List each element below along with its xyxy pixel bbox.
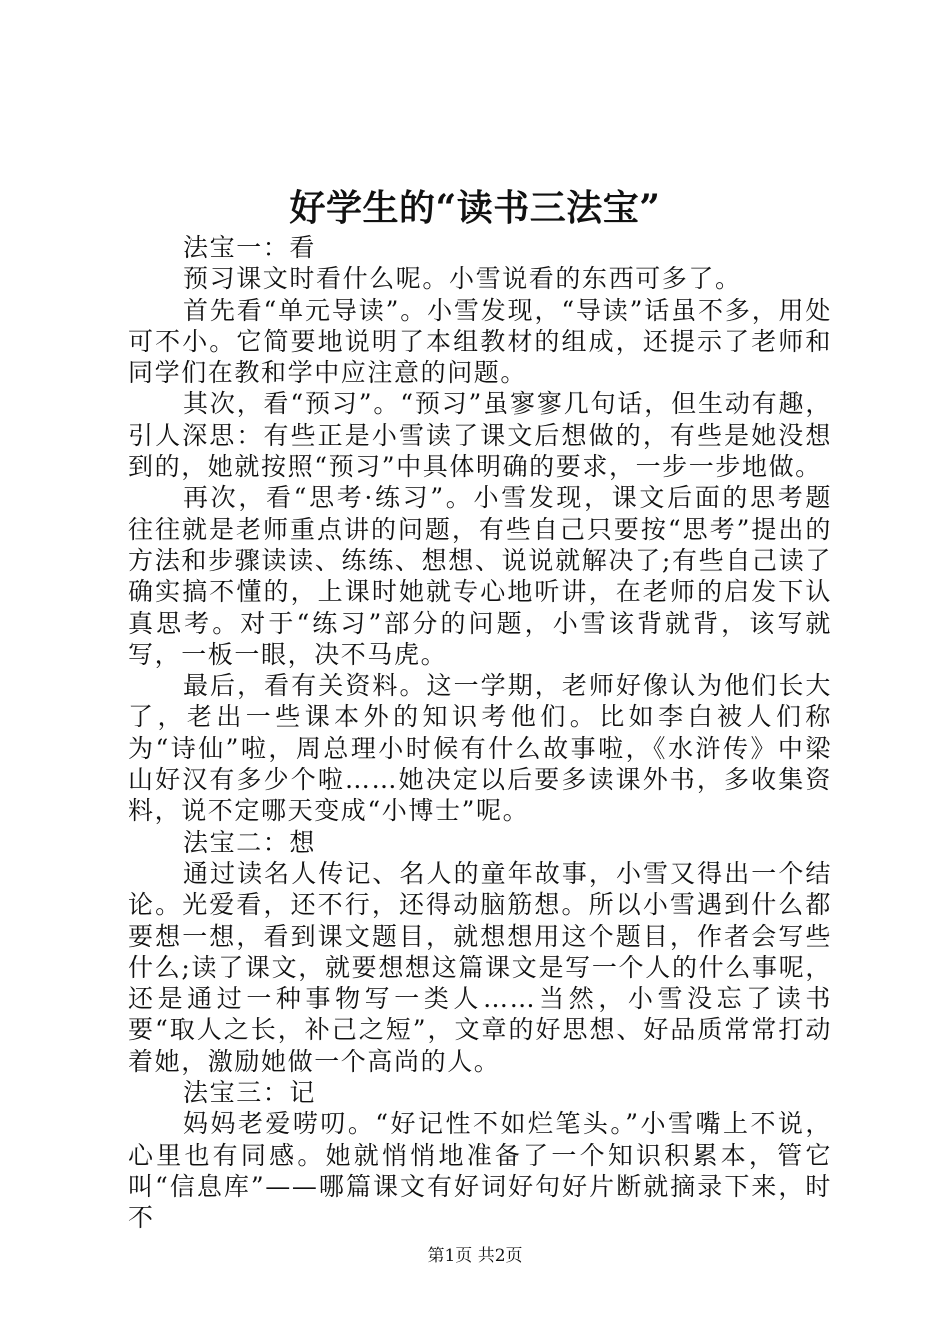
paragraph: 再次，看“思考·练习”。小雪发现，课文后面的思考题往往就是老师重点讲的问题，有些自己只要按“思考”提出的方法和步骤读读、练练、想想、说说就解决了;有些自己读了确实搞不懂的，上课时她就专心地听讲，在老师的启发下认真思考。对于“练习”部分的问题，小雪该背就背，该写就写，一板一眼，决不马虎。 bbox=[128, 483, 832, 669]
section-heading: 法宝三：记 bbox=[183, 1078, 317, 1108]
document-body bbox=[128, 232, 832, 1234]
paragraph: 最后，看有关资料。这一学期，老师好像认为他们长大了，老出一些课本外的知识考他们。比如李白被人们称为“诗仙”啦，周总理小时候有什么故事啦，《水浒传》中梁山好汉有多少个啦……她决定以后要多读课外书，多收集资料，说不定哪天变成“小博士”呢。 bbox=[128, 671, 832, 826]
document-title: 好学生的“读书三法宝” bbox=[289, 187, 661, 229]
section-heading: 法宝一：看 bbox=[183, 233, 317, 262]
paragraph: 首先看“单元导读”。小雪发现，“导读”话虽不多，用处可不小。它简要地说明了本组教材的组成，还提示了老师和同学们在教和学中应注意的问题。 bbox=[128, 295, 832, 388]
paragraph: 预习课文时看什么呢。小雪说看的东西可多了。 bbox=[183, 264, 742, 294]
paragraph: 妈妈老爱唠叨。“好记性不如烂笔头。”小雪嘴上不说，心里也有同感。她就悄悄地准备了一个知识积累本，管它叫“信息库”——哪篇课文有好词好句好片断就摘录下来，时不 bbox=[128, 1109, 832, 1233]
section-heading: 法宝二：想 bbox=[183, 827, 317, 857]
paragraph: 其次，看“预习”。“预习”虽寥寥几句话，但生动有趣，引人深思：有些正是小雪读了课文后想做的，有些是她没想到的，她就按照“预习”中具体明确的要求，一步一步地做。 bbox=[128, 389, 832, 482]
paragraph: 通过读名人传记、名人的童年故事，小雪又得出一个结论。光爱看，还不行，还得动脑筋想。所以小雪遇到什么都要想一想，看到课文题目，就想想用这个题目，作者会写些什么;读了课文，就要想想这篇课文是写一个人的什么事呢，还是通过一种事物写一类人……当然，小雪没忘了读书要“取人之长，补己之短”，文章的好思想、好品质常常打动着她，激励她做一个高尚的人。 bbox=[128, 858, 832, 1076]
page-footer: 第1页 共2页 bbox=[427, 1246, 523, 1266]
